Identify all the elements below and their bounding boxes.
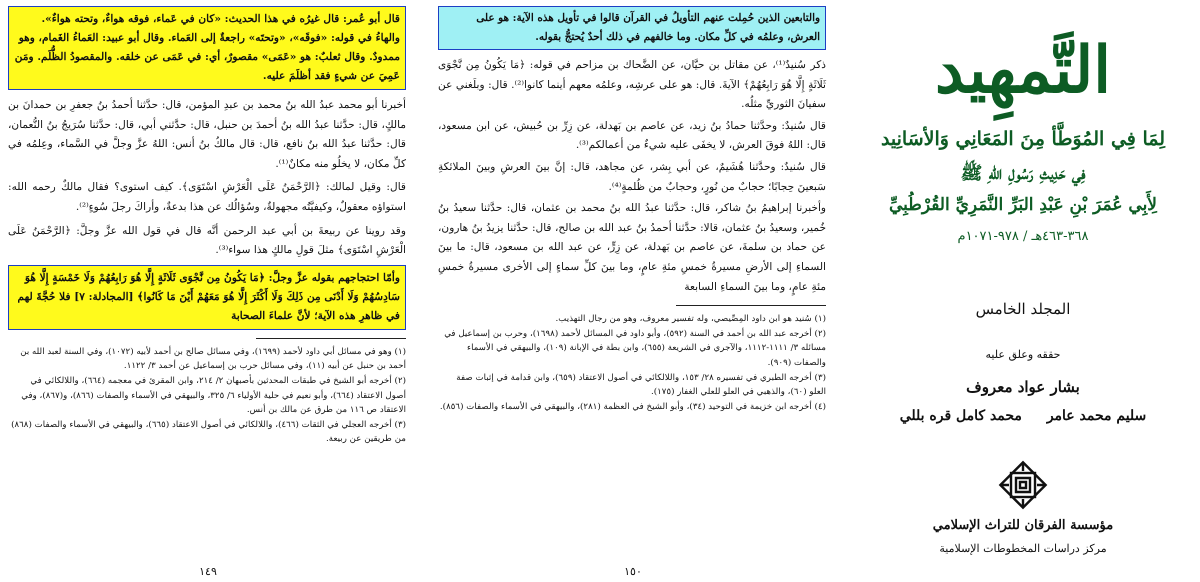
editors-row — [846, 408, 1200, 424]
highlighted-passage-cyan: والتابعين الذين حُمِلت عنهم التأويلُ في القرآن قالوا في تأويل هذه الآية: هو على العرش، وعلمُه في كلِّ مكان. وما خالفهم في ذلك أحدٌ يُحتجُّ بقوله. — [438, 6, 826, 50]
paragraph: قال سُنيدٌ: وحدَّثنا هُشَيمٌ، عن أبي بِشر، عن مجاهد، قال: إنَّ بينَ العرشِ وبينَ الملائكةِ سَبعينَ حِجابًا؛ حجابٌ من نُورٍ، وحجابٌ من ظُلمةٍ⁽⁴⁾. — [438, 160, 826, 193]
paragraph: وقد روينا عن ربيعةَ بن أبي عبد الرحمن أنَّه قال في قول الله عزَّ وجلَّ: ﴿الرَّحْمَنُ عَلَى الْعَرْشِ اسْتَوَى﴾ مثلَ قولِ مالكٍ هذا سواء⁽³⁾. — [8, 224, 406, 257]
highlighted-passage-yellow: قال أبو عُمر: قال غيرُه في هذا الحديث: «كان في عَماء، فوقه هواءٌ، وتحته هواءٌ». والهاءُ في قوله: «فوقَه»، «وتحتَه» راجعةٌ إلى العَماء. وقال أبو عبيد: العَماءُ الغَمام، وهو ممدودٌ. وقال ثعلبٌ: هو «عَمَى» مقصورٌ، أي: في عَمَى عن خلقه. والمقصودُ الظُّلَم. ومَن عَمِيَ عن شيءٍ فقد أظلَمَ عليه. — [8, 6, 406, 90]
page-number: ١٤٩ — [199, 565, 217, 578]
page-150 — [430, 0, 836, 582]
book-subtitle: فِي حَدِيثِ رَسُولِ اللهِ ﷺ — [960, 163, 1086, 184]
footnote: (٢) أخرجه أبو الشيخ في طبقات المحدثين بأصبهان ٢/ ٢١٤، وابن المقرئ في معجمه (٦٦٤)، واللالكائي في أصول الاعتقاد (٦٦٤)، وأبو نعيم في حلية الأولياء ٦/ ٣٢٥، والبيهقي في الأسماء والصفات (٨٦٦)، و(٨٦٧)، وفي الاعتقاد ص ١١٦ من طرق عن مالك بن أنس. — [21, 375, 406, 416]
footnote: (٣) أخرجه الطبري في تفسيره ٢٨/ ١٥٣، واللالكائي في أصول الاعتقاد (٦٥٩)، وابن قدامة في إثبات صفة العلو (٦٠)، والذهبي في العلو للعلي الغفار (١٧٥). — [456, 372, 826, 398]
paragraph: وأخبرنا إبراهيمُ بنُ شاكر، قال: حدَّثنا عبدُ الله بنُ محمد بن عثمان، قال: حدَّثنا سعيدُ بنُ خُمير، وسعيدُ بنُ عثمان، قالا: حدَّثنا أحمدُ بنُ عبد الله بن صالح، قال: حدَّثنا يزيدُ بنُ هارون، عن حماد بن سلمةَ، عن عاصم بن بَهدلة، عن زِرٍّ، عن عبد الله بن مسعود، قال: ما بينَ السماءِ إلى الأرضِ مسيرةُ خمسِ مئةِ عامٍ، وما بينَ كلِّ سماءٍ إلى الأخرى مسيرةُ خمسِ مئةِ عامٍ، وما بينَ السماءِ السابعة — [438, 202, 826, 293]
footnote-divider — [676, 305, 826, 306]
paragraph: أخبرنا أبو محمد عبدُ الله بنُ محمد بن عبدِ المؤمن، قال: حدَّثنا أحمدُ بنُ جعفرِ بن حمدانَ بن مالكٍ، قال: حدَّثنا عبدُ الله بنُ أحمدَ بن حنبل، قال: حدَّثني أبي، قال: حدَّثنا سُرَيجُ بنُ النُّعمان، قال: حدَّثنا عبدُ الله بنُ نافع، قال: قال مالكُ بنُ أنس: اللهُ عزَّ وجلَّ في السَّماء، وعِلمُه في كلِّ مكان، لا يخلُو منه مكانٌ⁽¹⁾. — [8, 99, 406, 170]
editor-name: سليم محمد عامر — [1046, 408, 1147, 424]
book-subtitle: لِمَا فِي المُوَطَّأ مِنَ المَعَانِي وَالأسَانِيد — [880, 128, 1166, 150]
publisher-subtitle: مركز دراسات المخطوطات الإسلامية — [939, 542, 1107, 555]
page-149 — [0, 0, 416, 582]
footnote: (٤) أخرجه ابن خزيمة في التوحيد (٣٤)، وأبو الشيخ في العظمة (٢٨١)، والبيهقي في الأسماء والصفات (٨٥٦). — [439, 401, 826, 412]
editor-name: بشار عواد معروف — [966, 378, 1080, 396]
author-name: لِأَبِي عُمَرَ بْنِ عَبْدِ البَرِّ النَّمَرِيِّ القُرْطُبِيِّ — [889, 195, 1157, 215]
footnote: (٢) أخرجه عبد الله بن أحمد في السنة (٥٩٢)، وأبو داود في المسائل لأحمد (١٦٩٨)، وحرب بن إسماعيل في مسائله ٣/ ١١١١-١١١٢، والآجري في الشريعة (٦٥٥)، وابن بطة في الإبانة (١٠٩)، والبيهقي في الأسماء والصفات (٩٠٩). — [444, 328, 826, 368]
author-dates: ٣٦٨-٤٦٣هـ / ٩٧٨-١٠٧١م — [957, 229, 1089, 244]
footnote: (٣) أخرجه العجلي في الثقات (٤٦٦)، واللالكائي في أصول الاعتقاد (٦٦٥)، والبيهقي في الأسماء والصفات (٨٦٨) من طريقين عن ربيعة. — [11, 419, 406, 445]
volume-label: المجلد الخامس — [975, 300, 1071, 318]
paragraph: ذكر سُنيدٌ⁽¹⁾، عن مقاتل بن حيَّان، عن الضَّحاك بن مزاحم في قوله: ﴿مَا يَكُونُ مِن نَّجْوَى ثَلَاثَةٍ إِلَّا هُوَ رَابِعُهُمْ﴾ الآيةَ. قال: هو على عرشِه، وعلمُه معهم أينما كانوا⁽²⁾. قال: وبلَغني عن سفيانَ الثوريِّ مثلُه. — [438, 59, 826, 111]
footnote: (١) سُنيد هو ابن داود المِصِّيصي، وله تفسير معروف، وهو من رجال التهذيب. — [555, 314, 826, 325]
edited-by-label: حققه وعلق عليه — [985, 348, 1061, 361]
publisher-logo-icon — [998, 460, 1048, 510]
paragraph: قال سُنيدٌ: وحدَّثنا حمادُ بنُ زيد، عن عاصم بن بَهدلة، عن زِرِّ بن حُبيش، عن ابن مسعود، قال: اللهُ فوقَ العرش، لا يخفَى عليه شيءٌ من أعمالكم⁽³⁾. — [438, 119, 826, 152]
publisher-name: مؤسسة الفرقان للتراث الإسلامي — [932, 518, 1114, 533]
editor-name: محمد كامل قره بللي — [899, 408, 1022, 424]
paragraph: قال: وقيل لمالك: ﴿الرَّحْمَنُ عَلَى الْعَرْشِ اسْتَوَى﴾. كيف استوى؟ فقال مالكٌ رحمه الله: استواؤه معقولٌ، وكيفيَّتُه مجهولةٌ، وسُؤالُك عن هذا بدعةٌ، وأراكَ رجلَ سُوءٍ⁽²⁾. — [8, 181, 406, 213]
highlighted-passage-yellow: وأمّا احتجاجهم بقوله عزَّ وجلَّ: ﴿مَا يَكُونُ مِن نَّجْوَى ثَلَاثَةٍ إِلَّا هُوَ رَابِعُهُمْ وَلَا خَمْسَةٍ إِلَّا هُوَ سَادِسُهُمْ وَلَا أَدْنَى مِن ذَلِكَ وَلَا أَكْثَرَ إِلَّا هُوَ مَعَهُمْ أَيْنَ مَا كَانُوا﴾ [المجادلة: ٧] فلا حُجَّةَ لهم في ظاهرِ هذه الآية؛ لأنَّ علماءَ الصحابة — [8, 265, 406, 330]
page-number: ١٥٠ — [624, 565, 642, 578]
footnote: (١) وهو في مسائل أبي داود لأحمد (١٦٩٩)، وفي مسائل صالح بن أحمد لأبيه (١٠٧٢)، وفي السنة لعبد الله بن أحمد بن حنبل عن أبيه (١١)، وفي مسائل حرب بن إسماعيل عن أحمد ٣/ ١١٢٢. — [20, 346, 406, 372]
book-cover — [846, 0, 1200, 582]
book-title: التَّمهِيد — [935, 33, 1111, 108]
footnote-divider — [256, 338, 406, 339]
